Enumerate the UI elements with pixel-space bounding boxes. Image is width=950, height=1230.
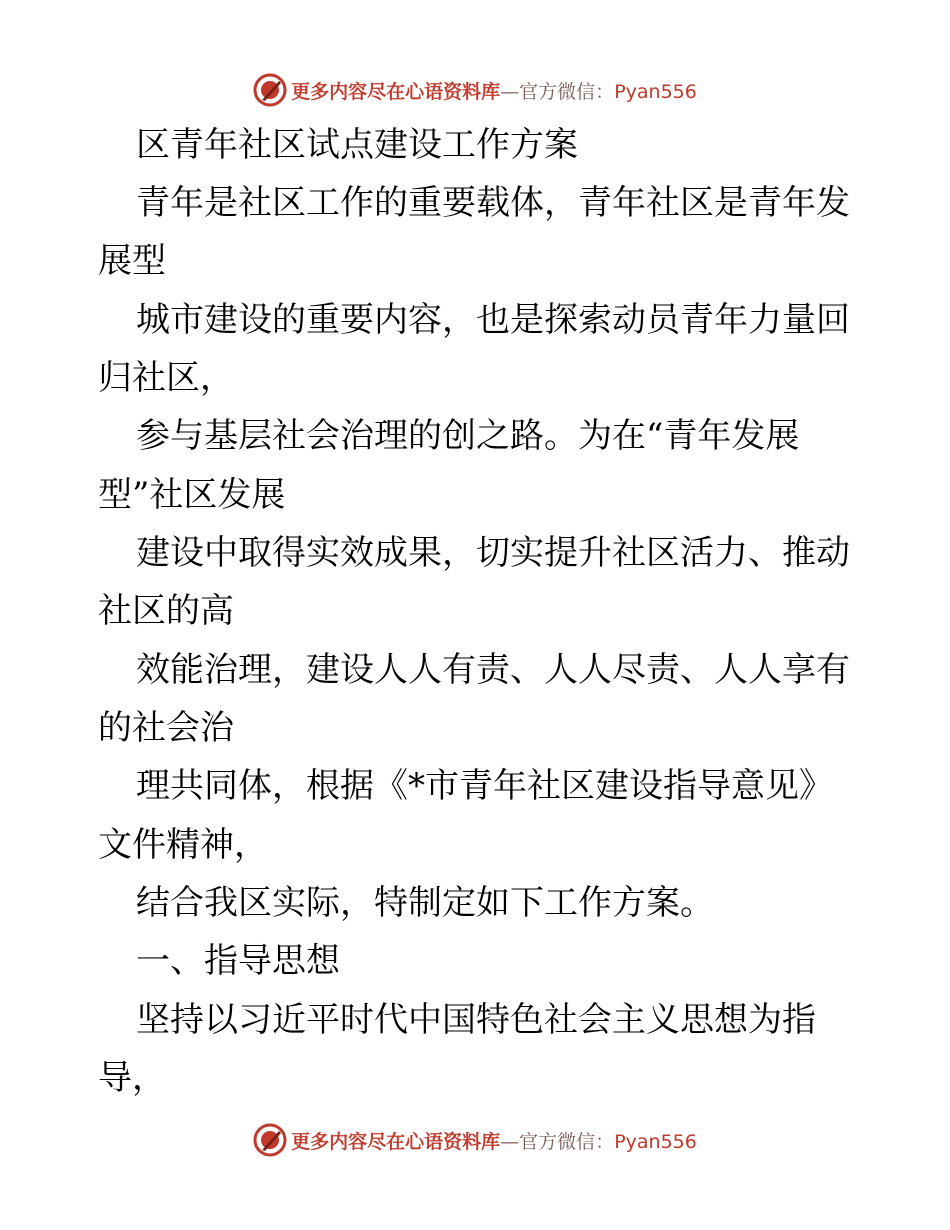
banner-wechat-handle: Pyan556 (614, 80, 697, 103)
paragraph-line: 理共同体，根据《*市青年社区建设指导意见》 (136, 766, 833, 806)
paragraph-line: 型”社区发展 (98, 475, 286, 515)
banner-text (291, 1127, 697, 1154)
pen-seal-icon (253, 1123, 287, 1157)
footer-banner (0, 1120, 950, 1160)
paragraph-line: 的社会治 (98, 708, 234, 748)
paragraph-line: 展型 (98, 241, 166, 281)
banner-brand-text: 更多内容尽在心语资料库 (291, 80, 501, 103)
section-heading: 一、指导思想 (136, 941, 340, 981)
paragraph-line: 青年是社区工作的重要载体，青年社区是青年发 (136, 183, 850, 223)
paragraph-line: 参与基层社会治理的创之路。为在“青年发展 (136, 416, 800, 456)
header-banner (0, 70, 950, 110)
banner-brand-text: 更多内容尽在心语资料库 (291, 1130, 501, 1153)
banner-text (291, 77, 697, 104)
pen-seal-icon (253, 73, 287, 107)
banner-wechat-label: 官方微信： (519, 1130, 615, 1153)
document-title: 区青年社区试点建设工作方案 (136, 125, 578, 165)
paragraph-line: 文件精神， (98, 825, 268, 865)
banner-separator: — (500, 1130, 520, 1153)
paragraph-line: 城市建设的重要内容，也是探索动员青年力量回 (136, 300, 850, 340)
paragraph-line: 归社区， (98, 358, 234, 398)
banner-wechat-handle: Pyan556 (614, 1130, 697, 1153)
banner-separator: — (500, 80, 520, 103)
paragraph-line: 导， (98, 1058, 166, 1098)
banner-wechat-label: 官方微信： (519, 80, 615, 103)
paragraph-line: 社区的高 (98, 591, 234, 631)
paragraph-line: 效能治理，建设人人有责、人人尽责、人人享有 (136, 650, 850, 690)
paragraph-line: 建设中取得实效成果，切实提升社区活力、推动 (136, 533, 850, 573)
paragraph-line: 结合我区实际，特制定如下工作方案。 (136, 883, 714, 923)
paragraph-line: 坚持以习近平时代中国特色社会主义思想为指 (136, 1000, 816, 1040)
